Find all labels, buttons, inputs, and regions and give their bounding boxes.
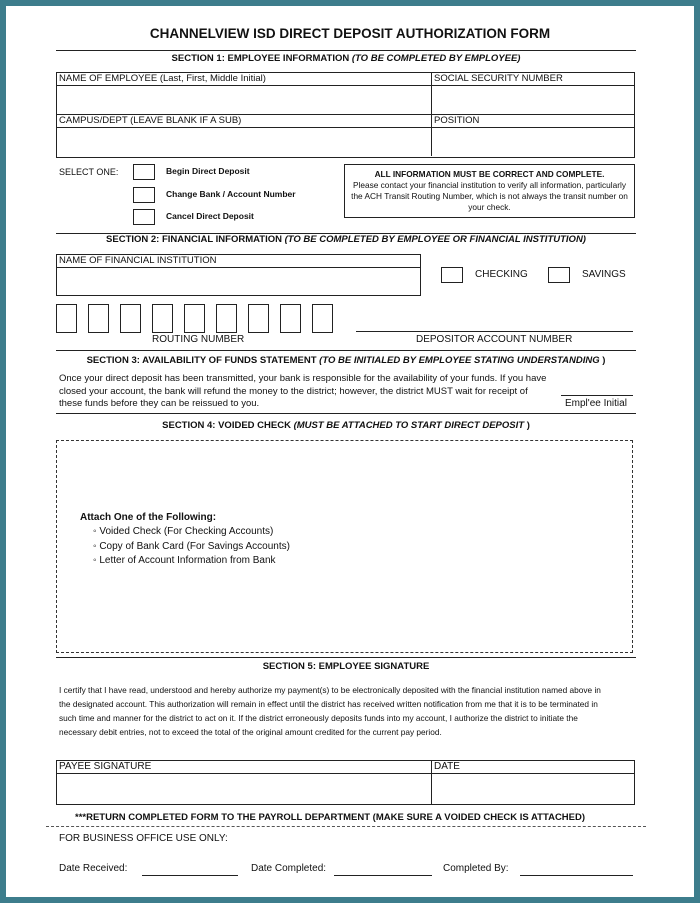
- form-title: CHANNELVIEW ISD DIRECT DEPOSIT AUTHORIZATION FORM: [149, 26, 551, 41]
- account-label: DEPOSITOR ACCOUNT NUMBER: [416, 334, 573, 345]
- date-received-label: Date Received:: [59, 863, 128, 874]
- notice-title: ALL INFORMATION MUST BE CORRECT AND COMPLETE.: [374, 169, 605, 179]
- date-completed-label: Date Completed:: [251, 863, 327, 874]
- routing-digit-box[interactable]: [88, 304, 109, 333]
- attach-item: ◦ Copy of Bank Card (For Savings Accounts): [93, 541, 290, 552]
- completed-by-line[interactable]: [520, 875, 633, 876]
- begin-deposit-checkbox[interactable]: [133, 164, 155, 180]
- cut-line: [46, 826, 646, 827]
- begin-deposit-label: Begin Direct Deposit: [166, 166, 250, 176]
- checking-checkbox[interactable]: [441, 267, 463, 283]
- ssn-label: SOCIAL SECURITY NUMBER: [434, 73, 563, 84]
- initial-line[interactable]: [561, 395, 633, 396]
- ssn-field[interactable]: [434, 87, 631, 112]
- section4-heading: SECTION 4: VOIDED CHECK (MUST BE ATTACHED TO START DIRECT DEPOSIT ): [162, 420, 530, 431]
- section2-heading: SECTION 2: FINANCIAL INFORMATION (TO BE COMPLETED BY EMPLOYEE OR FINANCIAL INSTITUTION): [106, 234, 586, 245]
- position-field[interactable]: [434, 129, 631, 154]
- divider: [56, 657, 636, 658]
- attach-item: ◦ Voided Check (For Checking Accounts): [93, 526, 274, 537]
- institution-field[interactable]: [58, 269, 417, 293]
- notice-text: Please contact your financial institution to verify all information, particularly the ACH Transit Routing Number, which is not always the transit number on your check.: [351, 180, 628, 212]
- funds-statement: Once your direct deposit has been transmitted, your bank is responsible for the availability of your funds. If you have closed your account, the bank will refund the money to the district; however, the district MUST wait for receipt of these funds before they can be reissued to you.: [59, 373, 547, 409]
- campus-label: CAMPUS/DEPT (LEAVE BLANK IF A SUB): [59, 115, 242, 126]
- routing-digit-box[interactable]: [216, 304, 237, 333]
- routing-digit-box[interactable]: [248, 304, 269, 333]
- attach-item: ◦ Letter of Account Information from Bank: [93, 555, 276, 566]
- employee-name-field[interactable]: [58, 87, 428, 112]
- office-heading: FOR BUSINESS OFFICE USE ONLY:: [59, 833, 228, 844]
- date-label: DATE: [434, 761, 460, 772]
- change-bank-label: Change Bank / Account Number: [166, 189, 296, 199]
- change-bank-checkbox[interactable]: [133, 187, 155, 203]
- initial-label: Empl'ee Initial: [565, 398, 627, 409]
- select-one-label: SELECT ONE:: [59, 167, 119, 177]
- cancel-deposit-checkbox[interactable]: [133, 209, 155, 225]
- signature-label: PAYEE SIGNATURE: [59, 761, 152, 772]
- routing-digit-box[interactable]: [56, 304, 77, 333]
- certification-text: I certify that I have read, understood and hereby authorize my payment(s) to be electronically deposited with the financial institution named above in the designated account. This authorization will remain in effect until the district has received written notification from me that it is to be terminated in such time and manner for the district to act on it. If the district erroneously deposits funds into my account, I authorize the district to initiate the necessary debit entries, not to exceed the total of the original amount credited for the current pay period.: [59, 685, 601, 737]
- savings-checkbox[interactable]: [548, 267, 570, 283]
- notice-box: [344, 164, 635, 218]
- checking-label: CHECKING: [475, 269, 528, 280]
- routing-digit-box[interactable]: [280, 304, 301, 333]
- routing-digit-box[interactable]: [120, 304, 141, 333]
- completed-by-label: Completed By:: [443, 863, 509, 874]
- signature-date-field[interactable]: [434, 775, 631, 802]
- return-note: ***RETURN COMPLETED FORM TO THE PAYROLL DEPARTMENT (MAKE SURE A VOIDED CHECK IS ATTACHED): [75, 812, 586, 823]
- divider: [56, 350, 636, 351]
- routing-label: ROUTING NUMBER: [152, 334, 245, 345]
- divider: [56, 413, 636, 414]
- routing-digit-box[interactable]: [312, 304, 333, 333]
- campus-field[interactable]: [58, 129, 428, 154]
- name-label: NAME OF EMPLOYEE (Last, First, Middle Initial): [59, 73, 266, 84]
- date-completed-line[interactable]: [334, 875, 432, 876]
- attach-title: Attach One of the Following:: [80, 512, 217, 523]
- form-sheet: [6, 6, 694, 897]
- divider: [56, 50, 636, 51]
- account-number-line[interactable]: [356, 331, 633, 332]
- routing-digit-box[interactable]: [152, 304, 173, 333]
- routing-digit-box[interactable]: [184, 304, 205, 333]
- date-received-line[interactable]: [142, 875, 238, 876]
- savings-label: SAVINGS: [582, 269, 626, 280]
- section5-heading: SECTION 5: EMPLOYEE SIGNATURE: [262, 661, 430, 672]
- section3-heading: SECTION 3: AVAILABILITY OF FUNDS STATEMENT (TO BE INITIALED BY EMPLOYEE STATING UNDERSTANDING ): [86, 355, 606, 366]
- institution-label: NAME OF FINANCIAL INSTITUTION: [59, 255, 217, 266]
- section1-heading: SECTION 1: EMPLOYEE INFORMATION (TO BE COMPLETED BY EMPLOYEE): [171, 53, 521, 64]
- cancel-deposit-label: Cancel Direct Deposit: [166, 211, 254, 221]
- payee-signature-field[interactable]: [58, 775, 428, 802]
- position-label: POSITION: [434, 115, 480, 126]
